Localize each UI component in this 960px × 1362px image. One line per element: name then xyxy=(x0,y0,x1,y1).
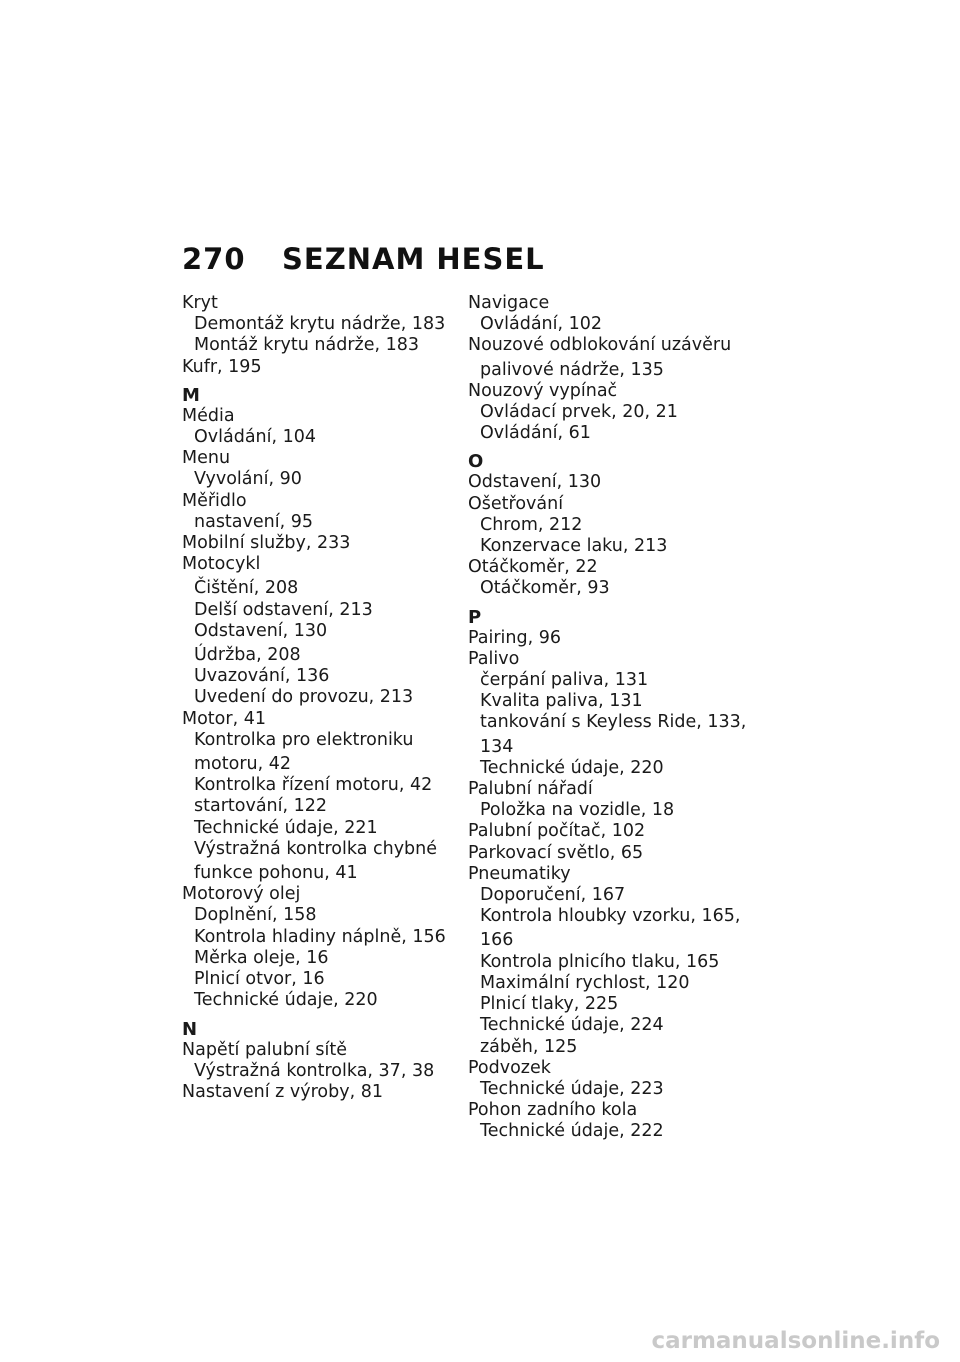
index-entry: Navigace xyxy=(468,293,550,313)
index-subentry: Uvedení do provozu, 213 xyxy=(194,687,414,708)
page-title: SEZNAM HESEL xyxy=(282,242,545,276)
index-subentry: Ovládací prvek, 20, 21 xyxy=(480,402,678,423)
index-column-right xyxy=(468,293,758,1143)
index-subentry: 166 xyxy=(480,930,514,951)
watermark: carmanualsonline.info xyxy=(651,1328,940,1354)
index-subentry: Technické údaje, 220 xyxy=(480,757,664,778)
index-entry: Pohon zadního kola xyxy=(468,1100,638,1121)
index-subentry: Technické údaje, 223 xyxy=(480,1078,664,1099)
index-subentry: čerpání paliva, 131 xyxy=(480,670,649,691)
index-subentry: funkce pohonu, 41 xyxy=(194,863,358,884)
index-subentry: Kontrolka řízení motoru, 42 xyxy=(194,775,433,796)
index-entry: Motocykl xyxy=(182,554,261,575)
index-subentry: Technické údaje, 221 xyxy=(194,817,378,838)
index-entry: Parkovací světlo, 65 xyxy=(468,842,644,863)
index-subentry: Výstražná kontrolka, 37, 38 xyxy=(194,1060,435,1081)
index-subentry: Ovládání, 61 xyxy=(480,423,591,444)
index-subentry: Vyvolání, 90 xyxy=(194,469,302,490)
index-subentry: startování, 122 xyxy=(194,796,328,817)
index-subentry: Otáčkoměr, 93 xyxy=(480,578,610,599)
index-subentry: Výstražná kontrolka chybné xyxy=(194,838,438,859)
index-subentry: Doplnění, 158 xyxy=(194,905,317,926)
index-subentry: palivové nádrže, 135 xyxy=(480,359,664,380)
index-letter-heading: O xyxy=(468,451,484,473)
index-subentry: Čištění, 208 xyxy=(194,578,299,599)
index-subentry: Uvazování, 136 xyxy=(194,666,330,687)
index-subentry: Montáž krytu nádrže, 183 xyxy=(194,335,420,356)
index-subentry: Technické údaje, 220 xyxy=(194,990,378,1011)
index-subentry: motoru, 42 xyxy=(194,754,292,775)
index-subentry: Položka na vozidle, 18 xyxy=(480,800,675,821)
index-entry: Menu xyxy=(182,448,231,469)
index-entry: Otáčkoměr, 22 xyxy=(468,557,598,578)
index-subentry: Údržba, 208 xyxy=(194,645,301,666)
index-subentry: Měrka oleje, 16 xyxy=(194,947,329,968)
index-subentry: Plnicí otvor, 16 xyxy=(194,969,325,990)
index-subentry: Kontrola hloubky vzorku, 165, xyxy=(480,906,741,927)
index-entry: Palivo xyxy=(468,648,520,669)
index-entry: Odstavení, 130 xyxy=(468,472,602,493)
index-entry: Palubní počítač, 102 xyxy=(468,821,646,842)
index-subentry: Kontrolka pro elektroniku xyxy=(194,729,414,750)
index-entry: Palubní nářadí xyxy=(468,779,593,800)
index-subentry: Demontáž krytu nádrže, 183 xyxy=(194,314,446,335)
index-entry: Pairing, 96 xyxy=(468,627,562,648)
index-letter-heading: N xyxy=(182,1018,198,1040)
index-subentry: nastavení, 95 xyxy=(194,511,313,532)
index-entry: Měřidlo xyxy=(182,490,247,511)
index-entry: Nastavení z výroby, 81 xyxy=(182,1081,383,1102)
index-letter-heading: P xyxy=(468,606,482,628)
index-subentry: Kontrola plnicího tlaku, 165 xyxy=(480,951,720,972)
index-column-left xyxy=(182,293,472,1103)
index-subentry: Konzervace laku, 213 xyxy=(480,536,668,557)
index-subentry: záběh, 125 xyxy=(480,1036,578,1057)
index-subentry: Odstavení, 130 xyxy=(194,620,328,641)
index-entry: Nouzové odblokování uzávěru xyxy=(468,335,732,356)
index-entry: Kufr, 195 xyxy=(182,356,262,377)
index-subentry: Ovládání, 102 xyxy=(480,314,603,335)
index-letter-heading: M xyxy=(182,384,200,406)
index-subentry: Delší odstavení, 213 xyxy=(194,599,373,620)
index-subentry: 134 xyxy=(480,736,514,757)
index-subentry: Technické údaje, 222 xyxy=(480,1121,664,1142)
index-entry: Motorový olej xyxy=(182,884,301,905)
index-subentry: Doporučení, 167 xyxy=(480,885,626,906)
index-entry: Mobilní služby, 233 xyxy=(182,533,351,554)
page-header xyxy=(182,242,545,276)
index-subentry: Chrom, 212 xyxy=(480,514,583,535)
index-entry: Média xyxy=(182,405,235,426)
index-subentry: Kvalita paliva, 131 xyxy=(480,691,643,712)
index-subentry: Technické údaje, 224 xyxy=(480,1015,664,1036)
index-subentry: Kontrola hladiny náplně, 156 xyxy=(194,926,446,947)
index-entry: Motor, 41 xyxy=(182,708,266,729)
index-entry: Ošetřování xyxy=(468,493,564,514)
index-entry: Podvozek xyxy=(468,1057,551,1078)
index-subentry: tankování s Keyless Ride, 133, xyxy=(480,712,747,733)
index-subentry: Ovládání, 104 xyxy=(194,427,317,448)
index-subentry: Plnicí tlaky, 225 xyxy=(480,994,619,1015)
index-entry: Nouzový vypínač xyxy=(468,380,618,401)
index-entry: Napětí palubní sítě xyxy=(182,1039,347,1060)
index-subentry: Maximální rychlost, 120 xyxy=(480,972,690,993)
page-number: 270 xyxy=(182,242,246,276)
index-entry: Pneumatiky xyxy=(468,863,571,884)
index-entry: Kryt xyxy=(182,293,218,313)
